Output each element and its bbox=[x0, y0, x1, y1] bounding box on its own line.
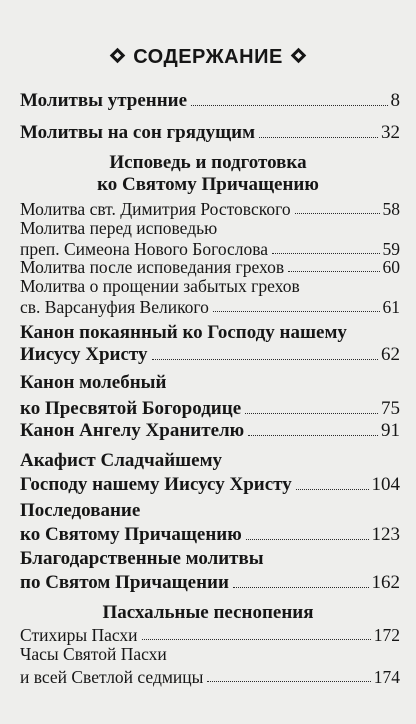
toc-entry-dimitry-prayer[interactable] bbox=[20, 194, 400, 220]
toc-heading bbox=[0, 46, 416, 69]
dot-leader bbox=[152, 359, 378, 360]
toc-entry-text: Молитва свт. Димитрия Ростовского bbox=[20, 199, 291, 219]
toc-entry-forgotten-sins[interactable] bbox=[20, 292, 400, 318]
toc-page-number: 104 bbox=[371, 474, 400, 495]
toc-entry-text: Стихиры Пасхи bbox=[20, 625, 138, 645]
dot-leader bbox=[233, 587, 369, 588]
toc-page-number: 59 bbox=[382, 239, 400, 259]
toc-entry-after-confession[interactable] bbox=[20, 252, 400, 278]
toc-entry-text: Иисусу Христу bbox=[20, 344, 148, 365]
toc-entry-text: ко Пресвятой Богородице bbox=[20, 398, 242, 419]
toc-page-number: 60 bbox=[382, 257, 400, 277]
toc-section-heading: ко Святому Причащению bbox=[97, 174, 319, 195]
toc-entry-paschal-hours[interactable] bbox=[20, 662, 400, 688]
dot-leader bbox=[191, 105, 387, 106]
dot-leader bbox=[248, 435, 378, 436]
toc-page-number: 172 bbox=[373, 625, 400, 645]
toc-entry-text: преп. Симеона Нового Богослова bbox=[20, 239, 269, 259]
toc-entry-line: Акафист Сладчайшему bbox=[20, 450, 223, 471]
toc-entry-text: св. Варсануфия Великого bbox=[20, 297, 209, 317]
dot-leader bbox=[207, 681, 370, 682]
toc-entry-text: ко Святому Причащению bbox=[20, 524, 242, 545]
bleed-through-header bbox=[0, 8, 416, 36]
toc-page-number: 8 bbox=[390, 90, 400, 111]
toc-page-number: 123 bbox=[371, 524, 400, 545]
dot-leader bbox=[246, 539, 369, 540]
dot-leader bbox=[142, 639, 371, 640]
toc-entry-akathist[interactable] bbox=[20, 470, 400, 496]
toc-entry-line: Молитва о прощении забытых грехов bbox=[20, 276, 300, 296]
toc-entry-text: Канон Ангелу Хранителю bbox=[20, 420, 245, 441]
toc-entry-text: Молитва после исповедания грехов bbox=[20, 257, 285, 277]
toc-page-number: 174 bbox=[373, 667, 400, 687]
dot-leader bbox=[288, 271, 379, 272]
dot-leader bbox=[213, 311, 380, 312]
toc-entry-line: Часы Святой Пасхи bbox=[20, 644, 167, 664]
dot-leader bbox=[296, 489, 369, 490]
toc-page-number: 91 bbox=[381, 420, 400, 441]
toc-entry-text: Молитвы утренние bbox=[20, 90, 188, 111]
ornament-left-icon bbox=[110, 48, 126, 64]
toc-entry-line: Канон молебный bbox=[20, 372, 167, 393]
dot-leader bbox=[259, 137, 378, 138]
toc-entry-text: Молитвы на сон грядущим bbox=[20, 122, 256, 143]
toc-section-heading: Пасхальные песнопения bbox=[102, 602, 314, 623]
toc-entry-penitential-canon[interactable] bbox=[20, 340, 400, 366]
toc-page-number: 61 bbox=[382, 297, 400, 317]
toc-entry-guardian-angel-canon[interactable] bbox=[20, 416, 400, 442]
dot-leader bbox=[295, 213, 380, 214]
toc-entry-line: Благодарственные молитвы bbox=[20, 548, 264, 569]
toc-page-number: 162 bbox=[371, 572, 400, 593]
toc-page-number: 32 bbox=[381, 122, 400, 143]
toc-entry-communion-rule[interactable] bbox=[20, 520, 400, 546]
toc-entry-text: и всей Светлой седмицы bbox=[20, 667, 204, 687]
toc-page-number: 58 bbox=[382, 199, 400, 219]
toc-entry-paschal-stichera[interactable] bbox=[20, 620, 400, 646]
ornament-right-icon bbox=[291, 48, 307, 64]
toc-entry-text: Господу нашему Иисусу Христу bbox=[20, 474, 292, 495]
toc-entry-thanksgiving-prayers[interactable] bbox=[20, 568, 400, 594]
toc-entry-morning-prayers[interactable] bbox=[20, 86, 400, 112]
dot-leader bbox=[245, 413, 378, 414]
toc-section-heading: Исповедь и подготовка bbox=[109, 152, 307, 173]
toc-entry-line: Последование bbox=[20, 500, 141, 521]
toc-title: СОДЕРЖАНИЕ bbox=[133, 46, 283, 68]
toc-entry-line: Канон покаянный ко Господу нашему bbox=[20, 322, 347, 343]
toc-page-number: 62 bbox=[381, 344, 400, 365]
toc-entry-line: Молитва перед исповедью bbox=[20, 218, 218, 238]
toc-entry-text: по Святом Причащении bbox=[20, 572, 229, 593]
toc-page-number: 75 bbox=[381, 398, 400, 419]
toc-entry-evening-prayers[interactable] bbox=[20, 118, 400, 144]
